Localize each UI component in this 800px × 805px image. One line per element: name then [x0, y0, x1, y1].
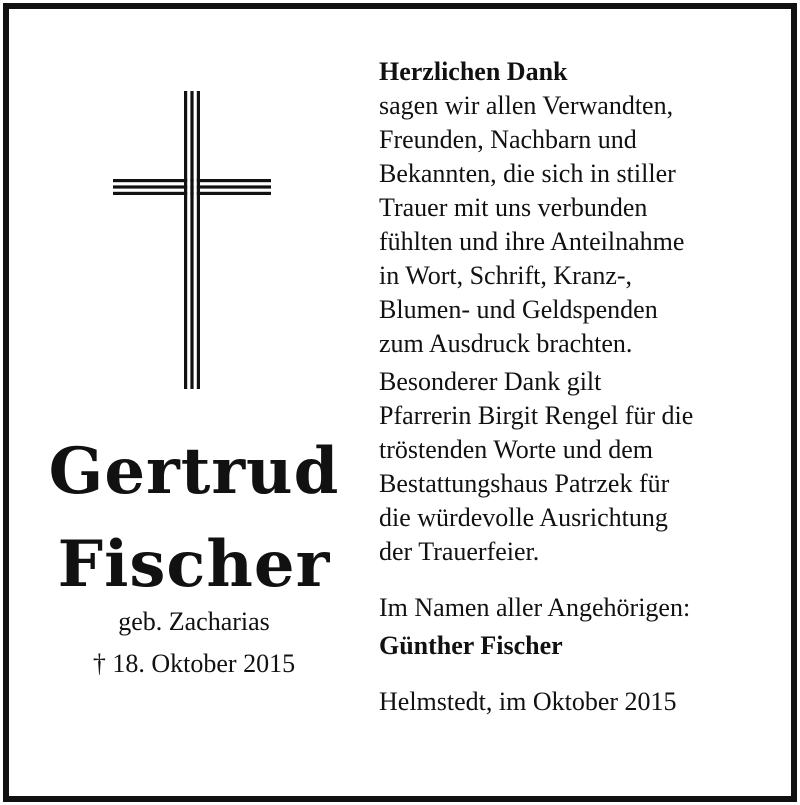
spacer — [379, 569, 789, 591]
special-thanks-line: die würdevolle Ausrichtung — [379, 503, 668, 532]
deceased-last-name: Fischer — [57, 527, 331, 602]
on-behalf-line: Im Namen aller Angehörigen: — [379, 593, 691, 622]
thanks-line: Blumen- und Geldspenden — [379, 295, 658, 324]
special-thanks-line: Pfarrerin Birgit Rengel für die — [379, 401, 694, 430]
birth-name: geb. Zacharias — [118, 607, 270, 636]
thanks-column — [379, 55, 789, 719]
thanks-line: Freunden, Nachbarn und — [379, 125, 637, 154]
special-thanks-line: tröstenden Worte und dem — [379, 435, 653, 464]
thanks-line: sagen wir allen Verwandten, — [379, 91, 674, 120]
signer-name: Günther Fischer — [379, 631, 563, 660]
special-thanks-line: Besonderer Dank gilt — [379, 367, 602, 396]
special-thanks-paragraph — [379, 365, 789, 569]
thanks-line: Trauer mit uns verbunden — [379, 193, 648, 222]
thanks-line: Bekannten, die sich in stiller — [379, 159, 676, 188]
cross-icon — [113, 91, 271, 389]
deceased-column — [9, 9, 379, 796]
thanks-paragraph — [379, 89, 789, 361]
thanks-line: zum Ausdruck brachten. — [379, 329, 633, 358]
thanks-heading: Herzlichen Dank — [379, 57, 568, 86]
special-thanks-line: der Trauerfeier. — [379, 537, 540, 566]
place-date: Helmstedt, im Oktober 2015 — [379, 687, 677, 716]
special-thanks-line: Bestattungshaus Patrzek für — [379, 469, 670, 498]
spacer — [379, 663, 789, 685]
deceased-first-name: Gertrud — [48, 434, 340, 509]
death-date: † 18. Oktober 2015 — [92, 649, 296, 678]
thanks-line: in Wort, Schrift, Kranz-, — [379, 261, 633, 290]
thanks-line: fühlten und ihre Anteilnahme — [379, 227, 685, 256]
obituary-frame — [3, 3, 797, 802]
